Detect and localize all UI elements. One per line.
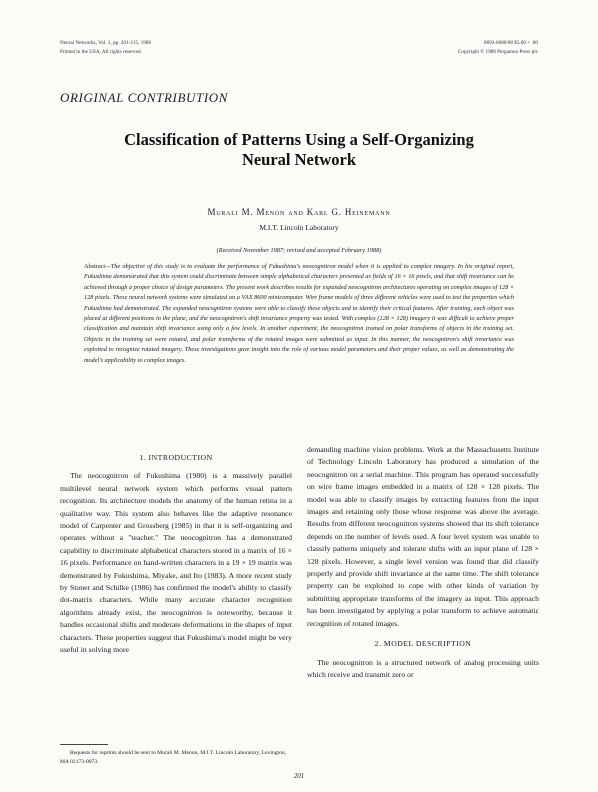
introduction-paragraph: The neocognitron of Fukushima (1980) is a massively parallel multilevel neural network system which performs visual pattern recognition. Its architecture models the anatomy of the human retina in a qualitative way. This system also behaves like the adaptive resonance model of Carpenter and Grossberg (1985) in that it is self-organizing and operates without a "teacher." The neocognitron has a demonstrated capability to discriminate alphabetical characters stored in a matrix of 16 × 16 pixels. Performance on hand-written characters in a 19 × 19 matrix was demonstrated by Fukushima, Miyake, and Ito (1983). A more recent study by Stoner and Schilke (1986) has confirmed the model's ability to classify dot-matrix characters. While many accurate character recognition algorithms already exist, the neocognitron is noteworthy, because it handles occasional shifts and moderate deformations in the shapes of input characters. These properties suggest that Fukushima's model might be very useful in solving more — [60, 471, 292, 655]
author-list: Murali M. Menon and Karl G. Heinemann — [207, 207, 391, 217]
page-number: 201 — [293, 772, 305, 780]
journal-citation — [60, 39, 151, 56]
section-label: ORIGINAL CONTRIBUTION — [60, 90, 229, 105]
journal-citation-line2: Printed in the USA. All rights reserved. — [60, 48, 142, 55]
price-code: 0893-6080/88 $3.00 + .00 — [483, 40, 538, 46]
footnote-rule — [60, 744, 108, 745]
abstract-text: The objective of this study is to evaluate the performance of Fukushima's neocognitron model when it is applied to complex imagery. In his original report, Fukushima demonstrated that this system could discriminate between simple alphabetical characters presented as fields of 16 × 16 pixels, and that shift invariance can be achieved through a proper choice of design parameters. The present work describes results for expanded neocognitron architectures operating on complex images of 128 × 128 pixels. These neural network systems were simulated on a VAX 8600 minicomputer. Wire frame models of three different vehicles were used to test the properties which Fukushima had demonstrated. The expanded neocognitron systems were able to classify these objects and to identify their critical features. After training, each object was placed at different positions in the plane, and the neocognitron's shift invariance property was tested. With complex (128 × 128) imagery it was difficult to achieve proper classification and maintain shift invariance using only a few levels. In another experiment, the neocognitron trained on polar transforms of objects in the training set. Objects in the training set were rotated, and polar transforms of the rotated images were submitted as input. In this manner, the neocognitron's shift invariance was exploited to recognize rotated imagery. These investigations gave insight into the role of various model parameters and their proper values, as well as demonstrating the model's applicability to complex images. — [84, 263, 514, 364]
received-dates: (Received November 1987; revised and accepted February 1988) — [216, 247, 382, 254]
paper-title — [60, 130, 538, 170]
abstract: Abstract—The objective of this study is to evaluate the performance of Fukushima's neocognitron model when it is applied to complex imagery. In his original report, Fukushima demonstrated that this system could discriminate between simple alphabetical characters presented as fields of 16 × 16 pixels, and that shift invariance can be achieved through a proper choice of design parameters. The present work describes results for expanded neocognitron architectures operating on complex images of 128 × 128 pixels. These neural network systems were simulated on a VAX 8600 minicomputer. Wire frame models of three different vehicles were used to test the properties which Fukushima had demonstrated. The expanded neocognitron systems were able to classify these objects and to identify their critical features. After training, each object was placed at different positions in the plane, and the neocognitron's shift invariance property was tested. With complex (128 × 128) imagery it was difficult to achieve proper classification and maintain shift invariance using only a few levels. In another experiment, the neocognitron trained on polar transforms of objects in the training set. Objects in the training set were rotated, and polar transforms of the rotated images were submitted as input. In this manner, the neocognitron's shift invariance was exploited to recognize rotated imagery. These investigations gave insight into the role of various model parameters and their proper values, as well as demonstrating the model's applicability to complex images. — [84, 263, 514, 364]
copyright-notice — [458, 39, 538, 56]
introduction-continued: demanding machine vision problems. Work at the Massachusetts Institute of Technology Lincoln Laboratory has produced a simulation of the neocognitron on a serial machine. This program has operated successfully on wire frame images embedded in a matrix of 128 × 128 pixels. The model was able to classify images by extracting features from the input images and retaining only those whose response was above the average. Results from different neocognitron systems showed that its shift tolerance depends on the number of levels used. A four level system was unable to classify patterns uniquely and tolerate shifts with an input plane of 128 × 128 pixels. However, a single level version was found that did classify properly and provide shift invariance at the same time. The shift tolerance property can be exploited to cope with other kinds of variation by submitting appropriate transforms of the imagery as input. This approach has been investigated by applying a polar transform to achieve automatic recognition of rotated images. — [307, 445, 539, 628]
introduction-heading: 1. INTRODUCTION — [139, 453, 213, 462]
model-description-paragraph: The neocognitron is a structured network of analog processing units which receive and transmit zero or — [307, 657, 539, 679]
model-description-heading: 2. MODEL DESCRIPTION — [374, 639, 472, 649]
footnote — [60, 749, 292, 766]
title-line-2: Neural Network — [241, 150, 357, 169]
right-column — [307, 444, 539, 681]
affiliation: M.I.T. Lincoln Laboratory — [259, 223, 339, 232]
reprint-request-note: Requests for reprints should be sent to Murali M. Menon, M.I.T. Lincoln Laboratory, Lexington, MA 02173-0073. — [60, 750, 287, 765]
journal-citation-line1: Neural Networks, Vol. 1, pp. 201-215, 1988 — [60, 40, 152, 46]
abstract-label: Abstract — [84, 263, 106, 270]
title-line-1: Classification of Patterns Using a Self-Organizing — [124, 130, 474, 149]
left-column — [60, 452, 292, 657]
copyright-line: Copyright © 1988 Pergamon Press plc — [457, 48, 538, 55]
